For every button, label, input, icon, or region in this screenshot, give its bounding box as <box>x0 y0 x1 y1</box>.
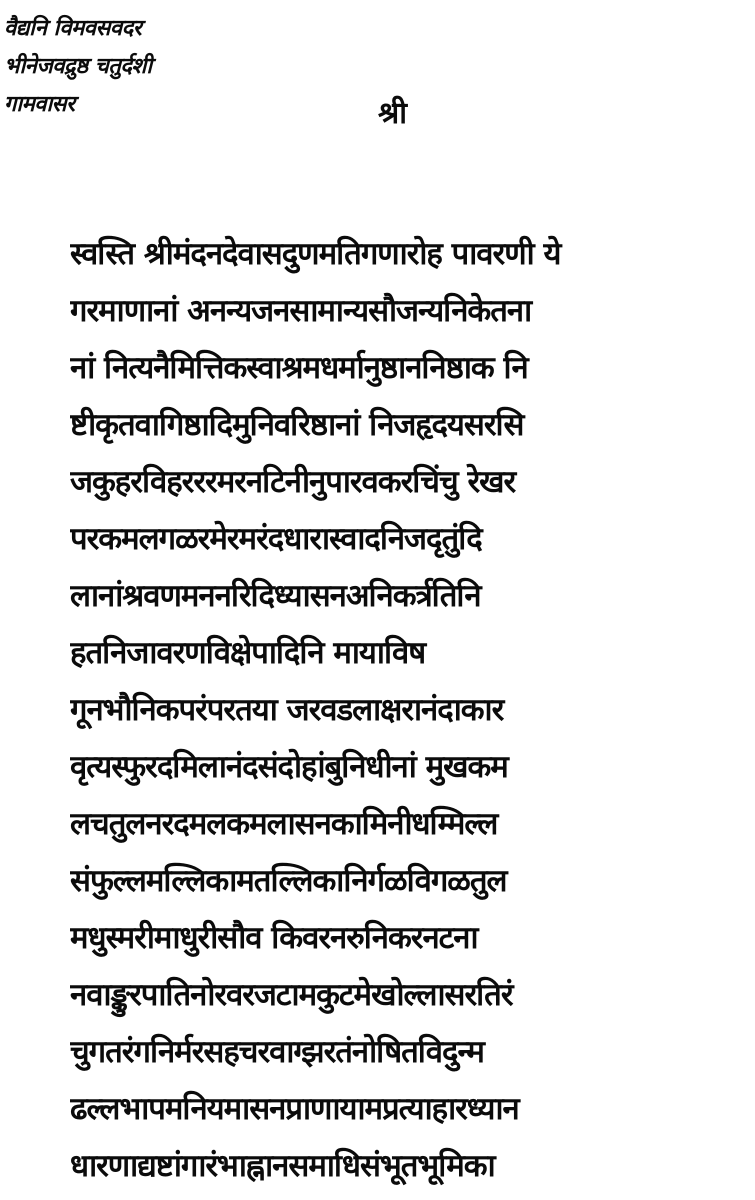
manuscript-body <box>70 226 742 1195</box>
text-line: परकमलगळरमेरमरंदधारास्वादनिजदृतुंदि <box>70 521 482 557</box>
text-line: धारणाद्यष्टांगारंभाह्नानसमाधिसंभूतभूमिका <box>70 1148 495 1184</box>
page-heading: श्री <box>378 96 408 131</box>
text-line: स्वस्ति श्रीमंदनदेवासदुणमतिगणारोह पावरणी ये <box>70 236 561 272</box>
text-line: हतनिजावरणविक्षेपादिनि मायाविष <box>70 635 426 671</box>
text-line: चुगतरंगनिर्मरसहचरवाग्झरतंनोषितविदुन्म <box>70 1034 484 1070</box>
text-line: गूनभौनिकपरंपरतया जरवडलाक्षरानंदाकार <box>70 692 504 728</box>
text-line: वृत्यस्फुरदमिलानंदसंदोहांबुनिधीनां मुखकम <box>70 749 508 785</box>
margin-note <box>4 10 254 124</box>
text-line: जकुहरविहरररमरनटिनीनुपारवकरचिंचु रेखर <box>70 464 516 500</box>
margin-note-line: वैद्यनि विमवसवदर <box>4 16 142 41</box>
text-line: मधुस्मरीमाधुरीसौव किवरनरुनिकरनटना <box>70 920 478 956</box>
margin-note-line: भीनेजवद्रुष्ठ चतुर्दशी <box>4 54 152 79</box>
text-line: ष्टीकृतवागिष्ठादिमुनिवरिष्ठानां निजहृदयसरसि <box>70 407 524 443</box>
margin-note-line: गामवासर <box>4 92 75 117</box>
faded-patch <box>488 618 552 652</box>
text-line: लचतुलनरदमलकमलासनकामिनीधम्मिल्ल <box>70 806 498 842</box>
text-line: नवाङ्कुरपातिनोरवरजटामकुटमेखोल्लासरतिरं <box>70 977 513 1013</box>
text-line: गरमाणानां अनन्यजनसामान्यसौजन्यनिकेतना <box>70 293 532 329</box>
text-line: संफुल्लमल्लिकामतल्लिकानिर्गळविगळतुल <box>70 863 507 899</box>
text-line: नां नित्यनैमित्तिकस्वाश्रमधर्मानुष्ठाननिष्ठाक नि <box>70 350 528 386</box>
text-line: लानांश्रवणमननरिदिध्यासनअनिकर्त्रतिनि <box>70 578 481 614</box>
text-line: ढल्लभापमनियमासनप्राणायामप्रत्याहारध्यान <box>70 1091 519 1127</box>
